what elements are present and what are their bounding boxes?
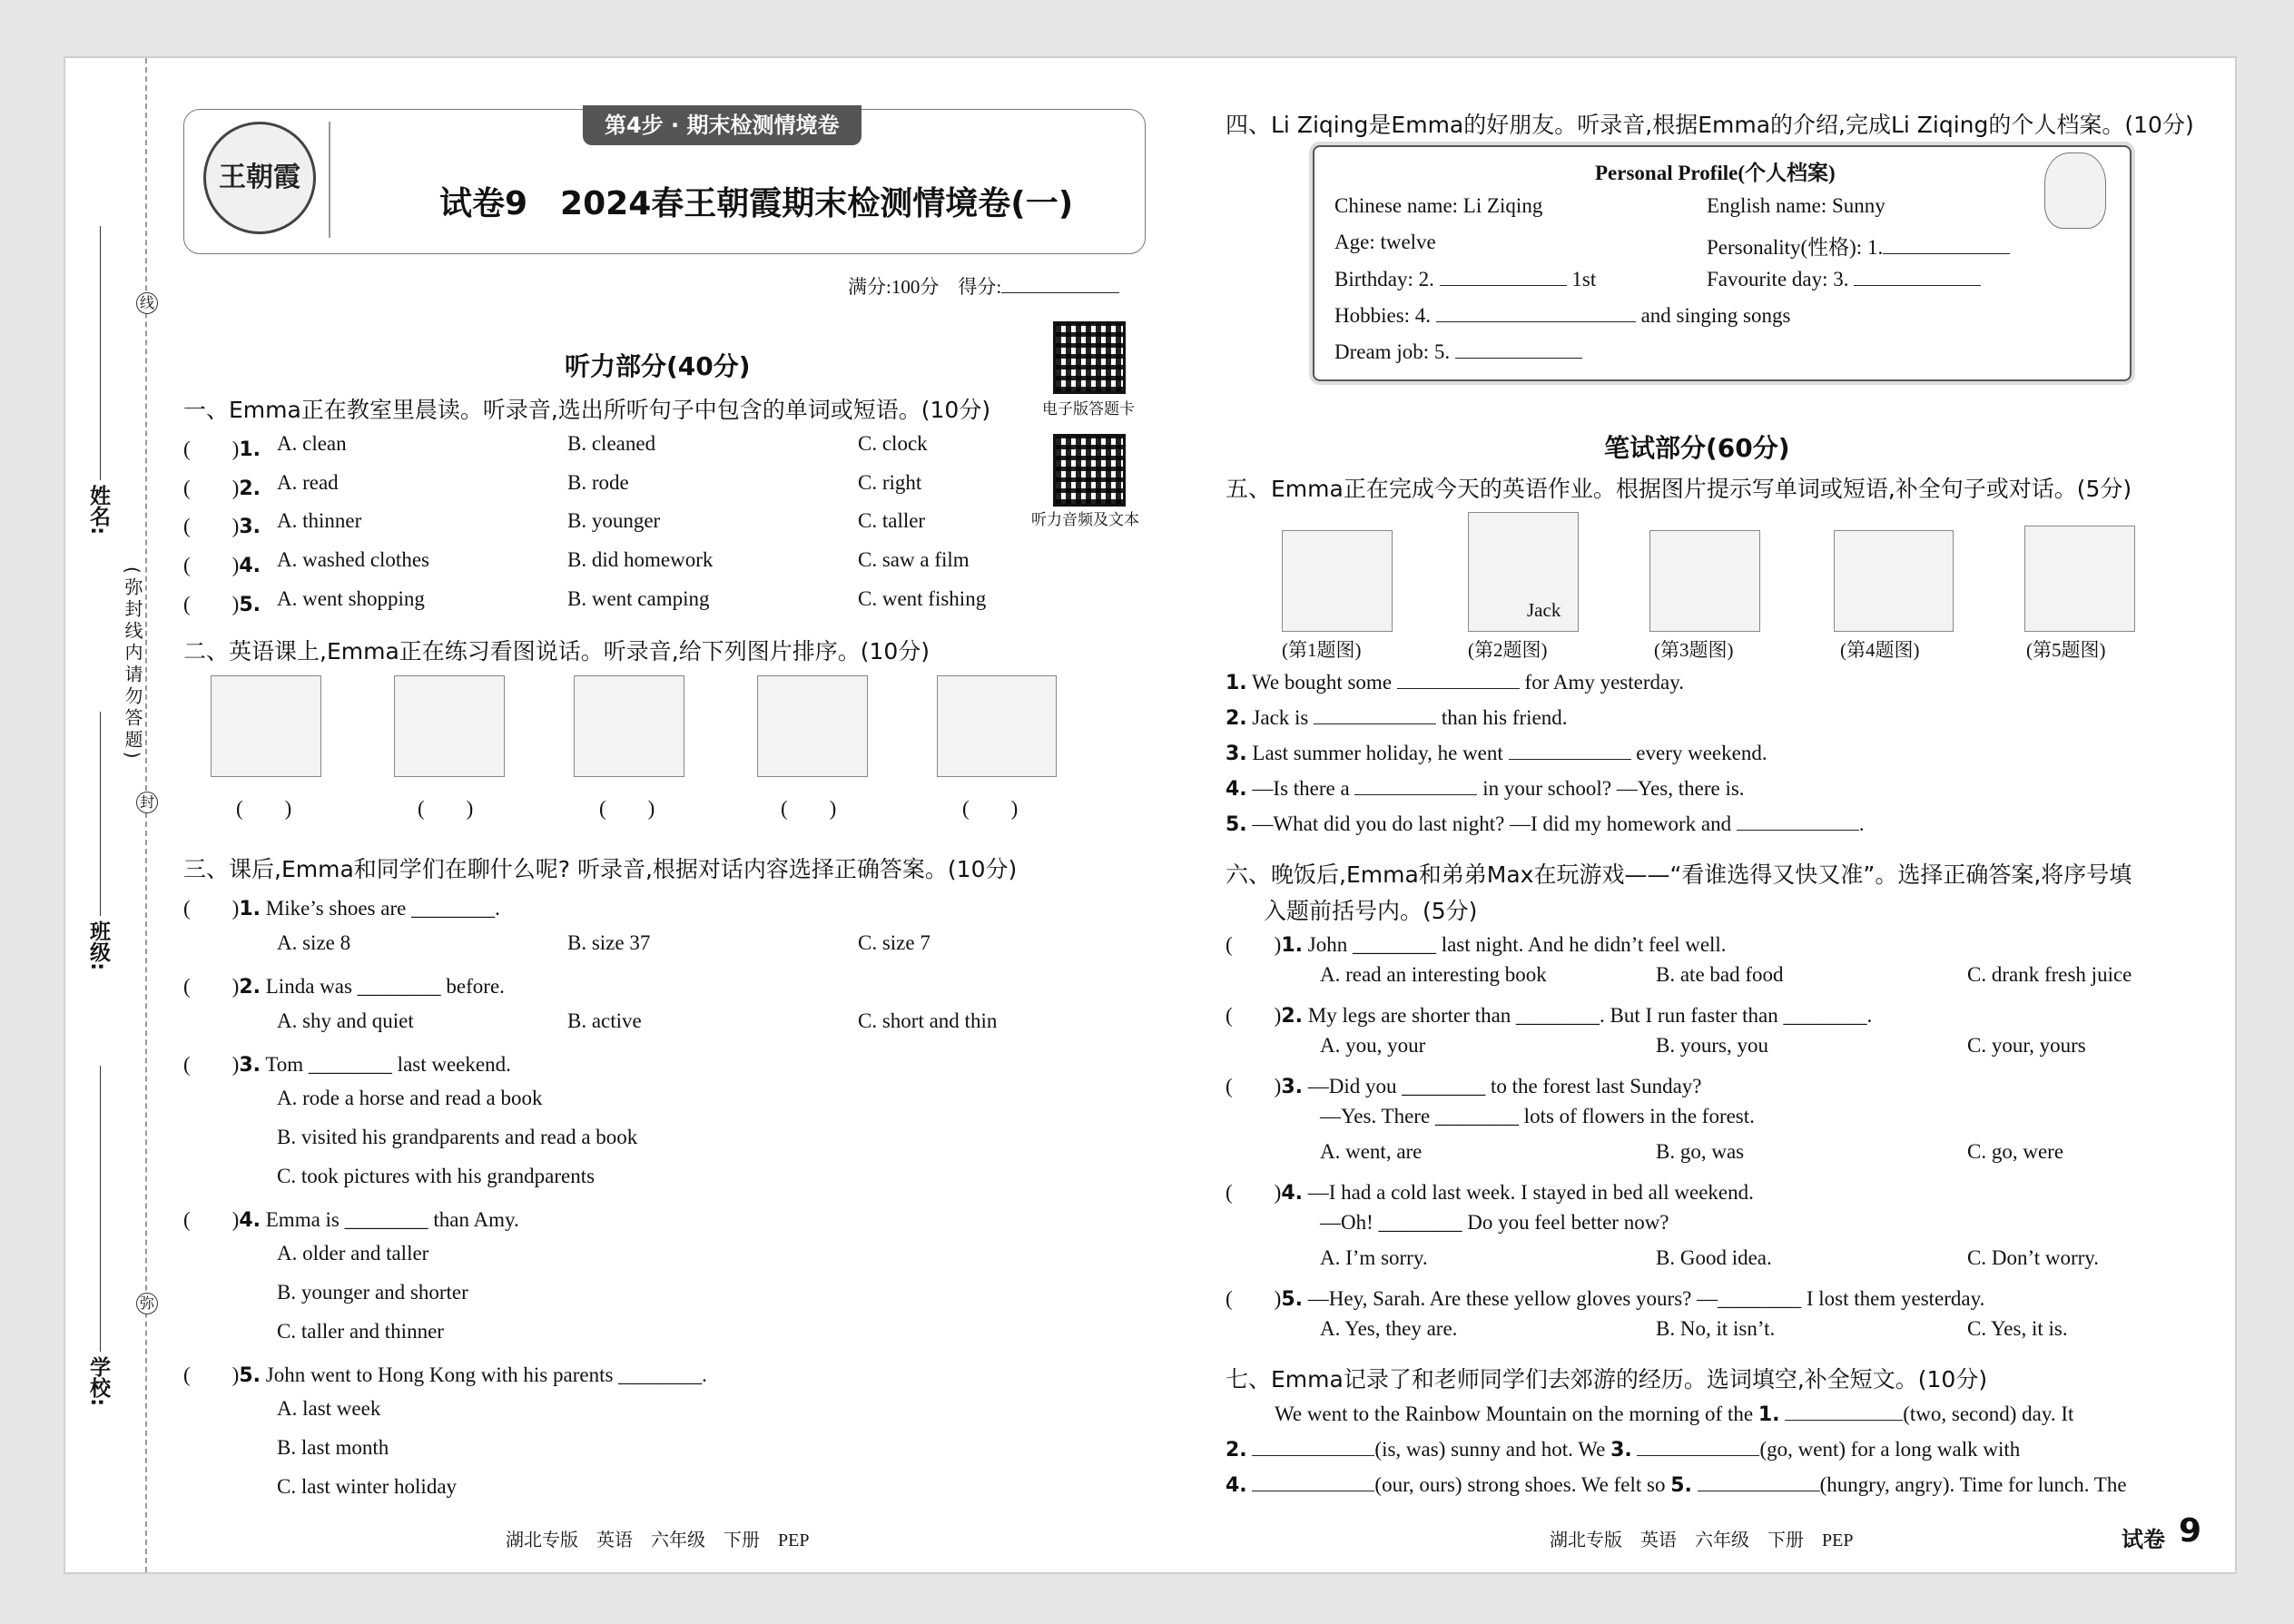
fav-day-blank[interactable]: [1854, 267, 1981, 286]
s5-line-2: 2. Jack is than his friend.: [1226, 706, 1568, 730]
name-label: 姓名:: [86, 485, 110, 536]
personality-blank[interactable]: [1883, 235, 2010, 254]
s6-q3-a[interactable]: A. went, are: [1320, 1140, 1423, 1163]
s5-line-4: 4. —Is there a in your school? —Yes, there is.: [1226, 777, 1745, 801]
s2-picture-family-trip: [937, 675, 1057, 777]
s1-q2-a[interactable]: A. read: [277, 471, 339, 494]
s3-q1-a[interactable]: A. size 8: [277, 931, 351, 954]
s3-q5-a[interactable]: A. last week: [277, 1397, 381, 1420]
s7-line-1: We went to the Rainbow Mountain on the morning of the 1. (two, second) day. It: [1275, 1403, 2074, 1426]
s5-blank-4[interactable]: [1354, 776, 1477, 795]
profile-dream-job: Dream job: 5.: [1334, 340, 1582, 364]
s5-picture-2-boys: [1468, 512, 1579, 632]
s1-q2-c[interactable]: C. right: [858, 471, 922, 494]
s2-bracket-1[interactable]: ( ): [236, 797, 292, 820]
s1-q4: ( )4.: [183, 554, 261, 577]
s1-q1-b[interactable]: B. cleaned: [567, 432, 656, 455]
footer-right: 湖北专版 英语 六年级 下册 PEP: [1550, 1530, 1854, 1550]
paper-label: 试卷: [2122, 1527, 2165, 1552]
qr-answer-card-label: 电子版答题卡: [1042, 400, 1135, 418]
section-2-title: 二、英语课上,Emma正在练习看图说话。听录音,给下列图片排序。(10分): [183, 638, 930, 664]
s5-caption-5: (第5题图): [2026, 639, 2106, 661]
profile-personality: Personality(性格): 1.: [1707, 231, 2010, 261]
score-field[interactable]: [1001, 274, 1119, 293]
s2-picture-two-kids: [574, 675, 684, 777]
s5-picture-5-tv: [2024, 526, 2135, 632]
s6-q2-a[interactable]: A. you, your: [1320, 1034, 1426, 1057]
s2-bracket-2[interactable]: ( ): [418, 797, 474, 820]
binding-dashed-line: [145, 58, 147, 1572]
s1-q1-a[interactable]: A. clean: [277, 432, 347, 455]
profile-card-title: Personal Profile(个人档案): [1595, 162, 1836, 184]
no-answer-note: (弥封线内请勿答题): [122, 566, 143, 763]
s3-q4: ( )4. Emma is ________ than Amy.: [183, 1208, 519, 1232]
s6-q3-b[interactable]: B. go, was: [1656, 1140, 1745, 1163]
s6-q1: ( )1. John ________ last night. And he didn’t feel well.: [1226, 933, 1727, 957]
s3-q5: ( )5. John went to Hong Kong with his parents ________.: [183, 1363, 707, 1387]
class-label: 班级:: [86, 920, 110, 971]
s6-q4-a[interactable]: A. I’m sorry.: [1320, 1246, 1428, 1269]
s3-q5-b[interactable]: B. last month: [277, 1436, 389, 1459]
s3-q4-a[interactable]: A. older and taller: [277, 1242, 429, 1265]
s1-q2: ( )2.: [183, 477, 261, 500]
s7-blank-2[interactable]: [1252, 1437, 1374, 1456]
s3-q3-b[interactable]: B. visited his grandparents and read a book: [277, 1126, 638, 1148]
profile-birthday: Birthday: 2. 1st: [1334, 268, 1597, 290]
s6-q5-b[interactable]: B. No, it isn’t.: [1656, 1317, 1776, 1340]
s1-q3-a[interactable]: A. thinner: [277, 509, 362, 532]
seal-mark-feng: 封: [136, 792, 158, 813]
s7-line-3: 4. (our, ours) strong shoes. We felt so 5. (hungry, angry). Time for lunch. The: [1226, 1473, 2127, 1497]
s1-q3-c[interactable]: C. taller: [858, 509, 926, 532]
s2-picture-drawing: [394, 675, 505, 777]
birthday-blank[interactable]: [1440, 267, 1567, 286]
s6-q4-c[interactable]: C. Don’t worry.: [1967, 1246, 2100, 1269]
profile-chinese-name: Chinese name: Li Ziqing: [1334, 194, 1543, 217]
s5-caption-4: (第4题图): [1840, 639, 1920, 661]
s5-picture-4-track: [1834, 530, 1954, 632]
s1-q2-b[interactable]: B. rode: [567, 471, 629, 494]
profile-hobbies: Hobbies: 4. and singing songs: [1334, 304, 1791, 327]
s6-q2-b[interactable]: B. yours, you: [1656, 1034, 1768, 1057]
dream-job-blank[interactable]: [1455, 340, 1582, 359]
profile-english-name: English name: Sunny: [1707, 194, 1885, 217]
s5-blank-2[interactable]: [1314, 705, 1436, 724]
page-number: 9: [2179, 1512, 2202, 1550]
s3-q2-a[interactable]: A. shy and quiet: [277, 1009, 414, 1032]
s5-blank-5[interactable]: [1737, 812, 1859, 831]
listening-heading: 听力部分(40分): [565, 351, 751, 381]
s7-blank-1[interactable]: [1785, 1402, 1903, 1421]
s3-q1-c[interactable]: C. size 7: [858, 931, 930, 954]
s1-q4-c[interactable]: C. saw a film: [858, 548, 970, 571]
name-field[interactable]: [100, 226, 101, 480]
score-line: [848, 272, 1119, 300]
s2-picture-beach: [211, 675, 321, 777]
s1-q4-b[interactable]: B. did homework: [567, 548, 714, 571]
s3-q4-b[interactable]: B. younger and shorter: [277, 1281, 468, 1304]
s5-blank-1[interactable]: [1397, 670, 1520, 689]
s6-q1-a[interactable]: A. read an interesting book: [1320, 963, 1547, 986]
logo-text: 王朝霞: [219, 162, 300, 192]
s7-line-2: 2. (is, was) sunny and hot. We 3. (go, went) for a long walk with: [1226, 1438, 2021, 1462]
s5-picture-3-skating: [1649, 530, 1760, 632]
s6-q4: ( )4. —I had a cold last week. I stayed in bed all weekend.: [1226, 1181, 1754, 1205]
s7-blank-3[interactable]: [1637, 1437, 1759, 1456]
section-6-title-2: 入题前括号内。(5分): [1264, 898, 1478, 924]
s6-q5: ( )5. —Hey, Sarah. Are these yellow gloves yours? —________ I lost them yesterday.: [1226, 1287, 1985, 1311]
girl-avatar: [2044, 153, 2106, 229]
s3-q1: ( )1. Mike’s shoes are ________.: [183, 897, 500, 920]
s3-q2-c[interactable]: C. short and thin: [858, 1009, 998, 1032]
qr-code-answer-card[interactable]: [1053, 321, 1126, 394]
s1-q3-b[interactable]: B. younger: [567, 509, 661, 532]
s3-q5-c[interactable]: C. last winter holiday: [277, 1475, 458, 1498]
profile-fav-day: Favourite day: 3.: [1707, 267, 1981, 291]
qr-audio-label: 听力音频及文本: [1031, 511, 1139, 528]
s6-q3-line2: —Yes. There ________ lots of flowers in the forest.: [1320, 1105, 1755, 1127]
s6-q3: ( )3. —Did you ________ to the forest last Sunday?: [1226, 1075, 1702, 1098]
s5-picture-1-gifts: [1282, 530, 1393, 632]
s1-q5: ( )5.: [183, 593, 261, 616]
class-field[interactable]: [100, 712, 101, 916]
s1-q1-c[interactable]: C. clock: [858, 432, 928, 455]
s1-q1: ( )1.: [183, 438, 261, 461]
hobbies-blank[interactable]: [1436, 303, 1636, 322]
s3-q3-c[interactable]: C. took pictures with his grandparents: [277, 1165, 596, 1187]
seal-mark-line: 线: [136, 292, 158, 314]
s6-q5-a[interactable]: A. Yes, they are.: [1320, 1317, 1458, 1340]
s5-line-3: 3. Last summer holiday, he went every weekend.: [1226, 742, 1767, 765]
s7-blank-5[interactable]: [1698, 1472, 1820, 1491]
logo: [203, 122, 316, 234]
s2-bracket-4[interactable]: ( ): [781, 797, 837, 820]
s6-q3-c[interactable]: C. go, were: [1967, 1140, 2064, 1163]
s1-q5-a[interactable]: A. went shopping: [277, 587, 425, 610]
s6-q2-c[interactable]: C. your, yours: [1967, 1034, 2086, 1057]
s6-q4-line2: —Oh! ________ Do you feel better now?: [1320, 1211, 1669, 1234]
s1-q3: ( )3.: [183, 515, 261, 538]
profile-age: Age: twelve: [1334, 231, 1436, 253]
writing-heading: 笔试部分(60分): [1604, 433, 1790, 463]
s3-q2: ( )2. Linda was ________ before.: [183, 975, 505, 999]
s1-q5-b[interactable]: B. went camping: [567, 587, 710, 610]
s3-q3: ( )3. Tom ________ last weekend.: [183, 1053, 511, 1077]
s6-q5-c[interactable]: C. Yes, it is.: [1967, 1317, 2068, 1340]
s6-q2: ( )2. My legs are shorter than ________. But I run faster than ________.: [1226, 1004, 1873, 1028]
s5-caption-1: (第1题图): [1282, 639, 1362, 661]
s3-q2-b[interactable]: B. active: [567, 1009, 642, 1032]
step-badge: 第4步 · 期末检测情境卷: [583, 105, 861, 145]
s5-caption-2: (第2题图): [1468, 639, 1548, 661]
section-7-title: 七、Emma记录了和老师同学们去郊游的经历。选词填空,补全短文。(10分): [1226, 1366, 1988, 1393]
s6-q1-c[interactable]: C. drank fresh juice: [1967, 963, 2132, 986]
s1-q5-c[interactable]: C. went fishing: [858, 587, 987, 610]
section-6-title-1: 六、晚饭后,Emma和弟弟Max在玩游戏——“看谁选得又快又准”。选择正确答案,将序号填: [1226, 861, 2132, 888]
s2-bracket-5[interactable]: ( ): [962, 797, 1019, 820]
s3-q3-a[interactable]: A. rode a horse and read a book: [277, 1087, 543, 1109]
section-3-title: 三、课后,Emma和同学们在聊什么呢? 听录音,根据对话内容选择正确答案。(10分): [183, 856, 1018, 882]
logo-divider: [329, 122, 330, 238]
qr-code-audio[interactable]: [1053, 434, 1126, 507]
s2-bracket-3[interactable]: ( ): [599, 797, 655, 820]
s3-q1-b[interactable]: B. size 37: [567, 931, 651, 954]
score-label: 满分:100分 得分:: [848, 276, 1002, 298]
s1-q4-a[interactable]: A. washed clothes: [277, 548, 429, 571]
s5-blank-3[interactable]: [1509, 741, 1631, 760]
s6-q4-b[interactable]: B. Good idea.: [1656, 1246, 1772, 1269]
s6-q1-b[interactable]: B. ate bad food: [1656, 963, 1784, 986]
page-title: 试卷9 2024春王朝霞期末检测情境卷(一): [439, 185, 1074, 222]
footer-left: 湖北专版 英语 六年级 下册 PEP: [506, 1530, 810, 1550]
section-4-title: 四、Li Ziqing是Emma的好朋友。听录音,根据Emma的介绍,完成Li Ziqing的个人档案。(10分): [1226, 112, 2194, 138]
s7-blank-4[interactable]: [1252, 1472, 1374, 1491]
school-label: 学校:: [86, 1356, 110, 1407]
s2-picture-mountain: [757, 675, 868, 777]
seal-mark-mi: 弥: [136, 1293, 158, 1314]
s5-caption-3: (第3题图): [1654, 639, 1734, 661]
section-1-title: 一、Emma正在教室里晨读。听录音,选出所听句子中包含的单词或短语。(10分): [183, 397, 991, 423]
exam-sheet: [64, 56, 2237, 1574]
s3-q4-c[interactable]: C. taller and thinner: [277, 1320, 444, 1343]
s5-jack-label: Jack: [1527, 599, 1561, 621]
s5-line-1: 1. We bought some for Amy yesterday.: [1226, 671, 1684, 694]
school-field[interactable]: [100, 1066, 101, 1352]
section-5-title: 五、Emma正在完成今天的英语作业。根据图片提示写单词或短语,补全句子或对话。(5分): [1226, 476, 2132, 502]
s5-line-5: 5. —What did you do last night? —I did my homework and .: [1226, 812, 1865, 836]
